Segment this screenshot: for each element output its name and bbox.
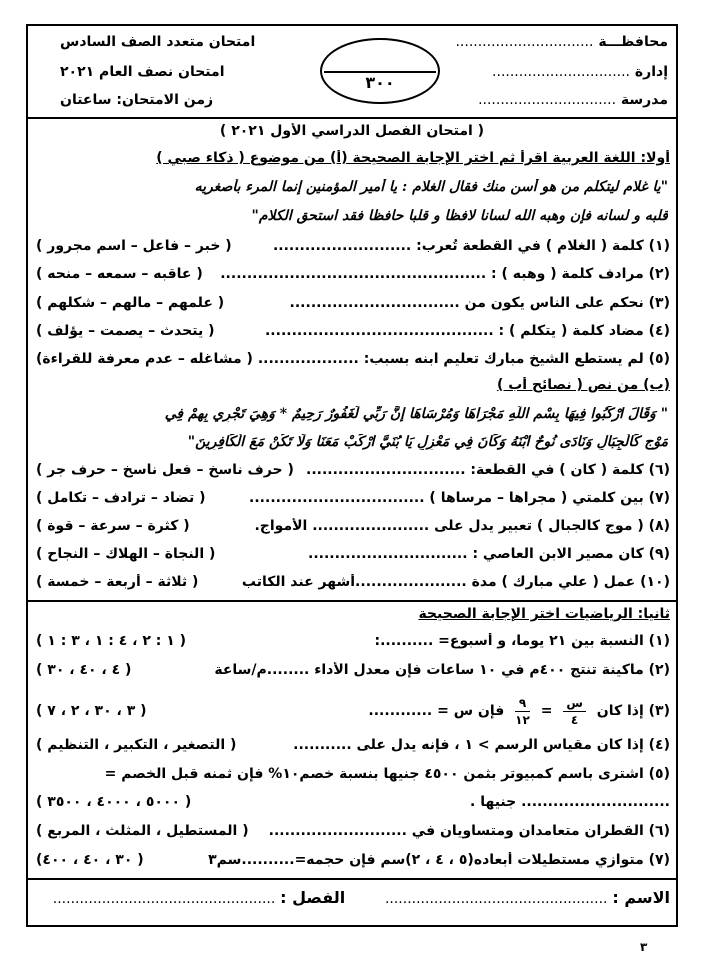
question-options: ( ٣ ، ٣٠ ، ٢ ، ٧ ) xyxy=(36,703,147,719)
math-question-4 xyxy=(34,737,670,753)
governorate-dots: ............................... xyxy=(455,34,594,50)
fraction-denominator: ٤ xyxy=(570,712,579,727)
question-text: مضاد كلمة ( يتكلم ) : ........................................... xyxy=(264,323,644,339)
question-options: ( حرف ناسخ – فعل ناسخ – حرف جر ) xyxy=(36,462,294,478)
question-number: (٧) xyxy=(648,852,670,868)
administration-label: إدارة xyxy=(634,64,668,80)
question-a1 xyxy=(34,238,670,254)
question-number: (٥) xyxy=(648,766,670,782)
fraction-denominator: ١٢ xyxy=(515,712,530,727)
question-text: إذا كان xyxy=(596,703,644,719)
math-question-7 xyxy=(34,852,670,868)
verse-line-2: مَوْجٍ كَالْجِبَالِ وَنَادَى نُوحٌ ابْنَهُ وَكَانَ فِي مَعْزِلٍ يَا بُنَيَّ ارْكَبْ مَعَنَا وَلَا تَكُنْ مَعَ الْكَافِرِينَ" xyxy=(187,434,668,450)
score-ellipse xyxy=(320,38,440,104)
student-info-footer xyxy=(34,888,670,907)
question-number: (٢) xyxy=(648,662,670,678)
question-text: عمل ( علي مبارك ) مدة .....................أشهر عند الكاتب xyxy=(241,574,636,590)
verse-line-1: " وَقَالَ ارْكَبُوا فِيهَا بِسْمِ اللَّهِ مَجْرَاهَا وَمُرْسَاهَا إِنَّ رَبِّي لَغَفُورٌ رَحِيمٌ * وَهِيَ تَجْرِي بِهِمْ فِي xyxy=(164,406,668,422)
question-number: (٧) xyxy=(648,490,670,506)
exam-header xyxy=(28,26,676,119)
math-question-5 xyxy=(34,766,670,782)
question-number: (٤) xyxy=(648,737,670,753)
exam-sheet xyxy=(26,24,678,927)
footer-divider xyxy=(28,878,676,880)
question-text: القطران متعامدان ومتساويان في .......................... xyxy=(268,823,644,839)
fraction-numerator: س xyxy=(563,695,586,712)
question-text: كان مصير الابن العاصي : .............................. xyxy=(308,546,644,562)
question-b10 xyxy=(34,574,670,590)
fraction-s-over-4 xyxy=(563,695,586,728)
question-options: ( مشاغله – عدم معرفة للقراءة) xyxy=(36,351,253,367)
fraction-numerator: ٩ xyxy=(515,695,530,712)
question-options: ( المستطيل ، المثلث ، المربع ) xyxy=(36,823,249,839)
question-number: (١٠) xyxy=(640,574,670,590)
section-divider xyxy=(28,600,676,602)
question-options: ( التصغير ، التكبير ، التنظيم ) xyxy=(36,737,237,753)
question-number: (٦) xyxy=(648,823,670,839)
total-score: ٣٠٠ xyxy=(365,73,395,92)
math-question-2 xyxy=(34,662,670,678)
question-text: اشترى باسم كمبيوتر بثمن ٤٥٠٠ جنيها بنسبة خصم١٠% فإن ثمنه قبل الخصم = xyxy=(104,766,644,782)
question-a3 xyxy=(34,295,670,311)
exam-term: امتحان نصف العام ٢٠٢١ xyxy=(60,64,225,80)
question-text: متوازي مستطيلات أبعاده(٥ ، ٤ ، ٢)سم فإن حجمه=..........سم٣ xyxy=(208,852,644,868)
question-text: النسبة بين ٢١ يوما، و أسبوع= ..........: xyxy=(374,633,644,649)
governorate-label: محافظـــة xyxy=(598,34,668,50)
name-field[interactable]: .................................................. xyxy=(384,891,608,907)
exam-name: امتحان متعدد الصف السادس xyxy=(60,34,256,50)
section2-heading: ثانيا: الرياضيات اختر الإجابة الصحيحة xyxy=(418,606,670,622)
question-text: كلمة ( كان ) في القطعة: .............................. xyxy=(306,462,644,478)
equals-sign: = xyxy=(540,703,553,719)
question-text: كلمة ( الغلام ) في القطعة تُعرب: .......................... xyxy=(272,238,644,254)
question-answer-line: ............................ جنيها . xyxy=(470,794,670,810)
question-options: ( ٥٠٠٠ ، ٤٠٠٠ ، ٣٥٠٠ ) xyxy=(36,794,192,810)
question-text: نحكم على الناس يكون من ................................ xyxy=(289,295,644,311)
question-options: ( ٣٠ ، ٤٠ ، ٤٠٠) xyxy=(36,852,144,868)
math-question-5-line2 xyxy=(34,794,670,810)
question-options: ( يتحدث – يصمت – يؤلف ) xyxy=(36,323,215,339)
question-a5 xyxy=(34,351,670,367)
question-number: (١) xyxy=(648,633,670,649)
question-number: (١) xyxy=(648,238,670,254)
fraction-9-over-12 xyxy=(515,695,530,728)
question-tail: فإن س = ............ xyxy=(368,703,505,719)
question-number: (٨) xyxy=(648,518,670,534)
math-question-3 xyxy=(34,690,670,732)
school-label: مدرسة xyxy=(620,92,668,108)
administration-dots: ............................... xyxy=(492,64,631,80)
question-options: ( ثلاثة – أربعة – خمسة ) xyxy=(36,574,199,590)
administration-line xyxy=(492,64,668,80)
question-number: (٥) xyxy=(648,351,670,367)
question-a4 xyxy=(34,323,670,339)
question-b6 xyxy=(34,462,670,478)
question-options: ( عاقبه – سمعه – منحه ) xyxy=(36,266,203,282)
question-number: (٣) xyxy=(648,295,670,311)
question-number: (٤) xyxy=(648,323,670,339)
question-text: إذا كان مقياس الرسم > ١ ، فإنه يدل على ........... xyxy=(293,737,644,753)
question-options: ( كثرة – سرعة – قوة ) xyxy=(36,518,190,534)
question-options: ( تضاد – ترادف – تكامل ) xyxy=(36,490,206,506)
question-number: (٣) xyxy=(648,703,670,719)
question-options: ( علمهم – مالهم – شكلهم ) xyxy=(36,295,225,311)
question-a2 xyxy=(34,266,670,282)
section1-heading: أولا: اللغة العربية اقرأ ثم اختر الإجابة الصحيحة (أ) من موضوع ( ذكاء صبي ) xyxy=(156,150,670,166)
question-options: ( ١ : ٢ ، ٤ : ١ ، ٣ : ١ ) xyxy=(36,633,187,649)
school-line xyxy=(478,92,668,108)
name-label: الاسم : xyxy=(612,888,670,907)
page-number: ٣ xyxy=(640,940,648,954)
question-text: ( موج كالجبال ) تعبير يدل على ...................... الأمواج. xyxy=(254,518,644,534)
class-label: الفصل : xyxy=(280,888,346,907)
school-dots: ............................... xyxy=(478,92,617,108)
exam-title: ( امتحان الفصل الدراسي الأول ٢٠٢١ ) xyxy=(219,123,485,139)
question-text: لم يستطع الشيخ مبارك تعليم ابنه بسبب: ................... xyxy=(257,351,644,367)
exam-duration: زمن الامتحان: ساعتان xyxy=(60,92,214,108)
question-number: (٩) xyxy=(648,546,670,562)
question-text: بين كلمتي ( مجراها – مرساها ) ................................. xyxy=(249,490,644,506)
question-number: (٦) xyxy=(648,462,670,478)
math-question-1 xyxy=(34,633,670,649)
governorate-line xyxy=(455,34,668,50)
question-options: ( ٤ ، ٤٠ ، ٣٠ ) xyxy=(36,662,132,678)
math-question-6 xyxy=(34,823,670,839)
class-field[interactable]: .................................................. xyxy=(52,891,276,907)
question-options: ( خبر – فاعل – اسم مجرور ) xyxy=(36,238,232,254)
question-b8 xyxy=(34,518,670,534)
question-options: ( النجاة – الهلاك – النجاح ) xyxy=(36,546,216,562)
subsection-b-heading: (ب) من نص ( نصائح أب ) xyxy=(496,377,670,393)
question-text: ماكينة تنتج ٤٠٠م في ١٠ ساعات فإن معدل الأداء ........م/ساعة xyxy=(214,662,644,678)
passage-line-1: "يا غلام ليتكلم من هو أسن منك فقال الغلام : يا أمير المؤمنين إنما المرء بأصغريه xyxy=(194,179,668,195)
question-b9 xyxy=(34,546,670,562)
passage-line-2: قلبه و لسانه فإن وهبه الله لسانا لافظا و قلبا حافظا فقد استحق الكلام" xyxy=(251,208,668,224)
question-b7 xyxy=(34,490,670,506)
question-number: (٢) xyxy=(648,266,670,282)
question-text: مرادف كلمة ( وهبه ) : .................................................. xyxy=(220,266,644,282)
